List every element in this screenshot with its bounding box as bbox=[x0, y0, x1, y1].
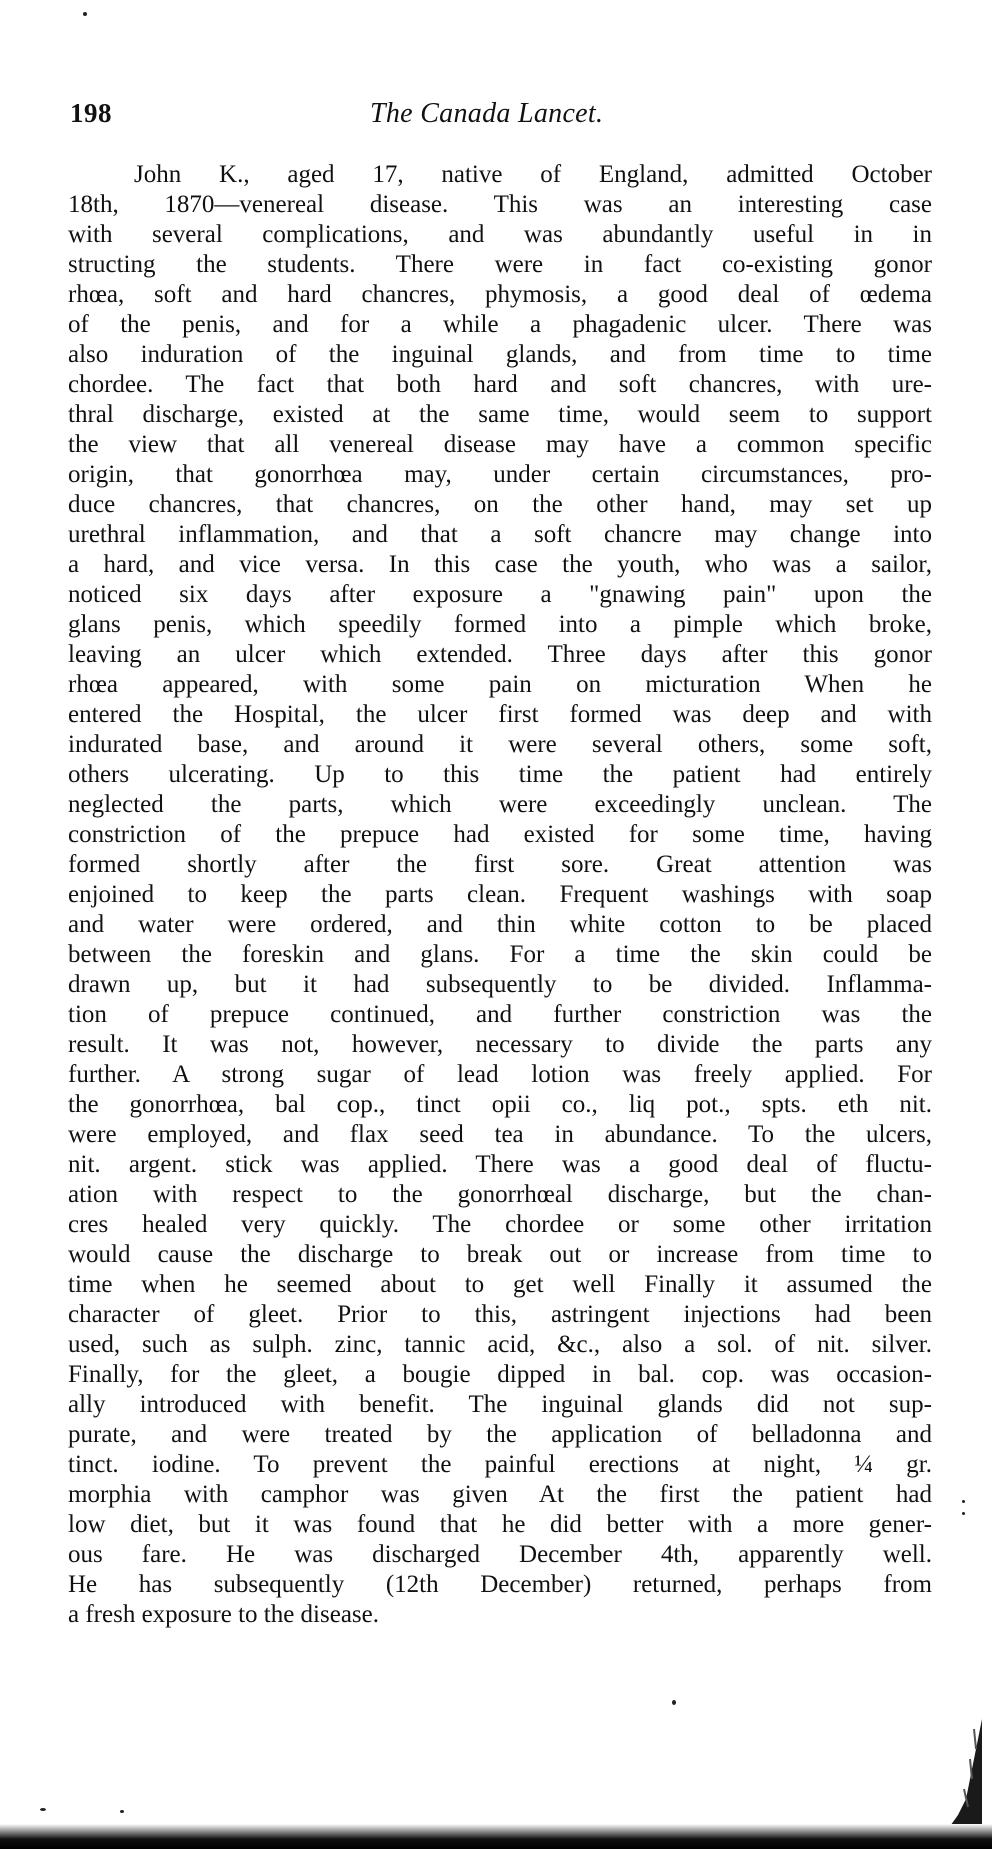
text-line: would cause the discharge to break out or increase from time to bbox=[68, 1241, 932, 1268]
text-line: with several complications, and was abundantly useful in in bbox=[68, 221, 932, 248]
text-line: character of gleet. Prior to this, astringent injections had been bbox=[68, 1301, 932, 1328]
text-line: noticed six days after exposure a "gnawing pain" upon the bbox=[68, 581, 932, 608]
scan-speck bbox=[40, 1808, 46, 1811]
text-line: John K., aged 17, native of England, admitted October bbox=[134, 161, 932, 188]
text-line: duce chancres, that chancres, on the other hand, may set up bbox=[68, 491, 932, 518]
text-line: tinct. iodine. To prevent the painful erections at night, ¼ gr. bbox=[68, 1451, 932, 1478]
article-body bbox=[68, 160, 932, 1630]
text-line: drawn up, but it had subsequently to be divided. Inflamma- bbox=[68, 971, 932, 998]
text-line: entered the Hospital, the ulcer first formed was deep and with bbox=[68, 701, 932, 728]
text-line: nit. argent. stick was applied. There was a good deal of fluctu- bbox=[68, 1151, 932, 1178]
text-line: between the foreskin and glans. For a time the skin could be bbox=[68, 941, 932, 968]
scan-speck bbox=[962, 1500, 965, 1503]
text-line: the view that all venereal disease may have a common specific bbox=[68, 431, 932, 458]
text-line: enjoined to keep the parts clean. Frequent washings with soap bbox=[68, 881, 932, 908]
text-line: time when he seemed about to get well Finally it assumed the bbox=[68, 1271, 932, 1298]
running-title: The Canada Lancet. bbox=[370, 98, 604, 129]
text-line: neglected the parts, which were exceedingly unclean. The bbox=[68, 791, 932, 818]
text-line: used, such as sulph. zinc, tannic acid, &c., also a sol. of nit. silver. bbox=[68, 1331, 932, 1358]
text-line: a fresh exposure to the disease. bbox=[68, 1601, 379, 1628]
text-line: Finally, for the gleet, a bougie dipped in bal. cop. was occasion- bbox=[68, 1361, 932, 1388]
text-line: urethral inflammation, and that a soft chancre may change into bbox=[68, 521, 932, 548]
scan-bottom-edge bbox=[0, 1824, 992, 1849]
text-line: ally introduced with benefit. The inguinal glands did not sup- bbox=[68, 1391, 932, 1418]
text-line: also induration of the inguinal glands, and from time to time bbox=[68, 341, 932, 368]
text-line: the gonorrhœa, bal cop., tinct opii co., liq pot., spts. eth nit. bbox=[68, 1091, 932, 1118]
text-line: of the penis, and for a while a phagadenic ulcer. There was bbox=[68, 311, 932, 338]
page-number: 198 bbox=[70, 98, 112, 128]
text-line: indurated base, and around it were several others, some soft, bbox=[68, 731, 932, 758]
text-line: morphia with camphor was given At the first the patient had bbox=[68, 1481, 932, 1508]
text-line: 18th, 1870—venereal disease. This was an interesting case bbox=[68, 191, 932, 218]
text-line: others ulcerating. Up to this time the patient had entirely bbox=[68, 761, 932, 788]
text-line: rhœa, soft and hard chancres, phymosis, a good deal of œdema bbox=[68, 281, 932, 308]
page-header bbox=[70, 98, 924, 138]
text-line: further. A strong sugar of lead lotion was freely applied. For bbox=[68, 1061, 932, 1088]
text-line: cres healed very quickly. The chordee or some other irritation bbox=[68, 1211, 932, 1238]
text-line: and water were ordered, and thin white cotton to be placed bbox=[68, 911, 932, 938]
text-line: purate, and were treated by the application of belladonna and bbox=[68, 1421, 932, 1448]
text-line: origin, that gonorrhœa may, under certain circumstances, pro- bbox=[68, 461, 932, 488]
scan-speck bbox=[962, 1512, 965, 1515]
text-line: leaving an ulcer which extended. Three days after this gonor bbox=[68, 641, 932, 668]
text-line: formed shortly after the first sore. Great attention was bbox=[68, 851, 932, 878]
text-line: ation with respect to the gonorrhœal discharge, but the chan- bbox=[68, 1181, 932, 1208]
text-line: structing the students. There were in fact co-existing gonor bbox=[68, 251, 932, 278]
text-line: glans penis, which speedily formed into a pimple which broke, bbox=[68, 611, 932, 638]
scan-speck bbox=[672, 1700, 676, 1705]
text-line: ous fare. He was discharged December 4th, apparently well. bbox=[68, 1541, 932, 1568]
scan-speck bbox=[120, 1810, 124, 1813]
text-line: He has subsequently (12th December) returned, perhaps from bbox=[68, 1571, 932, 1598]
scan-corner-mark bbox=[944, 1719, 984, 1829]
scan-speck bbox=[83, 12, 87, 16]
text-line: low diet, but it was found that he did better with a more gener- bbox=[68, 1511, 932, 1538]
text-line: thral discharge, existed at the same time, would seem to support bbox=[68, 401, 932, 428]
text-line: chordee. The fact that both hard and soft chancres, with ure- bbox=[68, 371, 932, 398]
text-line: rhœa appeared, with some pain on micturation When he bbox=[68, 671, 932, 698]
text-line: tion of prepuce continued, and further constriction was the bbox=[68, 1001, 932, 1028]
text-line: constriction of the prepuce had existed for some time, having bbox=[68, 821, 932, 848]
text-line: were employed, and flax seed tea in abundance. To the ulcers, bbox=[68, 1121, 932, 1148]
text-line: a hard, and vice versa. In this case the youth, who was a sailor, bbox=[68, 551, 932, 578]
text-line: result. It was not, however, necessary to divide the parts any bbox=[68, 1031, 932, 1058]
